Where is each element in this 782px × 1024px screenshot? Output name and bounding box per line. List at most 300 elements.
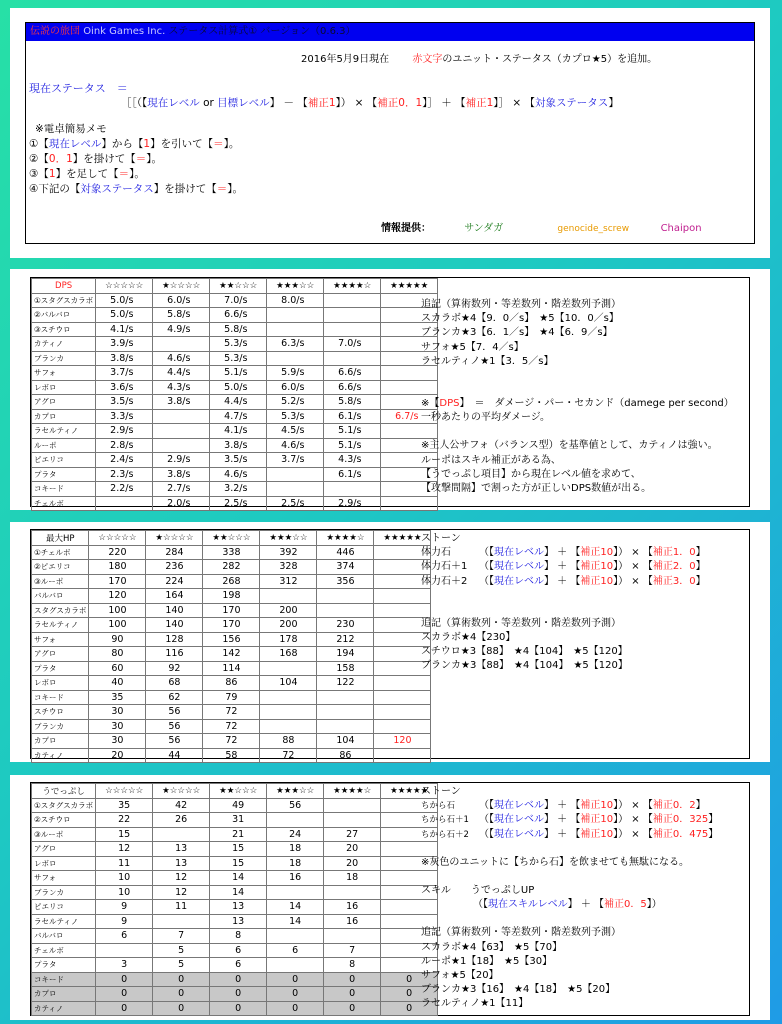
dps-note: 【攻撃間隔】で割った方が正しいDPS数値が出る。	[421, 483, 652, 495]
memo-equals: ＝	[135, 153, 147, 165]
stat-cell	[317, 705, 374, 720]
memo-value: 1	[143, 138, 151, 150]
table-row	[32, 827, 438, 842]
f-part: 】	[708, 828, 719, 840]
stat-cell: 6.1/s	[324, 409, 381, 424]
dps-term: DPS	[439, 398, 460, 410]
hp-note: スチウロ★3【88】 ★4【104】 ★5【120】	[421, 646, 628, 658]
star-rank-header: ★☆☆☆☆	[146, 531, 203, 546]
update-date: 2016年5月9日現在	[301, 54, 390, 65]
stat-cell: 72	[260, 748, 317, 763]
table-row	[32, 748, 431, 763]
f-corr: 補正1．0	[652, 547, 696, 559]
atk-note: スカラボ★4【63】 ★5【70】	[421, 941, 563, 953]
formula-target-level: 目標レベル	[217, 97, 270, 109]
f-part: 】	[695, 561, 706, 573]
stat-cell: 104	[260, 676, 317, 691]
stat-cell: 11	[153, 900, 210, 915]
stat-cell: 14	[267, 914, 324, 929]
stat-cell: 328	[260, 560, 317, 575]
stat-cell: 11	[96, 856, 153, 871]
formula-name: ステータス計算式①	[168, 26, 258, 37]
stat-cell: 0	[267, 1001, 324, 1016]
stat-cell: 56	[146, 705, 203, 720]
stat-cell: 3	[96, 958, 153, 973]
formula-corr1a: 補正1	[307, 97, 336, 109]
stat-cell: 6.3/s	[267, 337, 324, 352]
memo-title: ※電卓簡易メモ	[35, 123, 107, 135]
stat-cell: 0	[96, 972, 153, 987]
stat-cell: 3.8/s	[153, 467, 210, 482]
memo-text: 】。	[129, 168, 145, 180]
table-row	[32, 351, 438, 366]
stat-cell: 5.1/s	[324, 438, 381, 453]
stat-cell: 0	[210, 972, 267, 987]
unit-name: ラセルティノ	[32, 618, 89, 633]
stat-cell: 10	[96, 885, 153, 900]
stat-cell: 79	[203, 690, 260, 705]
star-rank-header: ★★★★☆	[317, 531, 374, 546]
memo-text: 】から【	[101, 138, 144, 150]
memo-value: 0．1	[48, 153, 73, 165]
dps-note: ブランカ★3【6．1／s】 ★4【6．9／s】	[421, 327, 613, 339]
f-part: 】	[708, 814, 719, 826]
stat-cell: 122	[317, 676, 374, 691]
table-row	[32, 395, 438, 410]
table-row	[32, 943, 438, 958]
stat-cell: 9	[96, 900, 153, 915]
stat-cell: 194	[317, 647, 374, 662]
hp-panel	[10, 522, 770, 762]
table-row	[32, 842, 438, 857]
memo-target-status: 対象ステータス	[80, 183, 154, 195]
credit-1: サンダガ	[464, 223, 504, 234]
hp-stone-1	[421, 546, 706, 560]
spacer	[421, 369, 734, 397]
stat-cell: 282	[203, 560, 260, 575]
f-part: 】 ＋ 【	[544, 814, 581, 826]
table-row	[32, 366, 438, 381]
unit-name: サフォ	[32, 871, 96, 886]
unit-name: サフォ	[32, 366, 96, 381]
stat-cell: 13	[210, 914, 267, 929]
stat-cell: 6	[210, 958, 267, 973]
stat-cell: 2.9/s	[324, 496, 381, 511]
formula-expression	[121, 95, 619, 110]
stat-cell: 170	[89, 574, 146, 589]
stat-cell	[153, 409, 210, 424]
f-corr: 補正0．5	[604, 899, 647, 911]
unit-name: バルバロ	[32, 589, 89, 604]
stat-cell: 86	[317, 748, 374, 763]
stat-cell	[96, 496, 153, 511]
stone-name: ちから石＋1	[421, 815, 469, 826]
star-rank-header: ★★★★★	[381, 784, 438, 799]
memo-text: ④下記の【	[29, 183, 81, 195]
table-row	[32, 308, 438, 323]
f-corr: 補正0．325	[652, 814, 709, 826]
table-header-row	[32, 531, 431, 546]
table-row	[32, 856, 438, 871]
hp-sheet	[30, 529, 750, 759]
f-part: （【	[479, 828, 494, 840]
stat-cell: 4.7/s	[210, 409, 267, 424]
table-row	[32, 409, 438, 424]
table-header-row	[32, 279, 438, 294]
unit-name: レボロ	[32, 380, 96, 395]
stat-cell: 22	[96, 813, 153, 828]
stat-cell: 7	[324, 943, 381, 958]
formula-part: 】	[608, 97, 619, 109]
stat-cell: 10	[96, 871, 153, 886]
stat-cell	[260, 661, 317, 676]
memo-text: 】を掛けて【	[72, 153, 136, 165]
table-row	[32, 632, 431, 647]
unit-name: ①チェルボ	[32, 545, 89, 560]
stat-cell: 56	[146, 719, 203, 734]
stat-cell: 200	[260, 618, 317, 633]
stat-cell: 338	[203, 545, 260, 560]
credit-2: genocide_screw	[557, 224, 630, 234]
update-rest: のユニット・ステータス（カプロ★5）を追加。	[442, 54, 658, 65]
stat-cell	[260, 719, 317, 734]
dps-notes	[421, 298, 734, 496]
stat-cell: 374	[317, 560, 374, 575]
f-current-level: 現在レベル	[494, 547, 544, 559]
table-row	[32, 885, 438, 900]
atk-panel	[10, 775, 770, 1020]
table-header-label: うでっぷし	[32, 784, 96, 799]
f-corr10: 補正10	[580, 828, 614, 840]
stat-cell: 8	[210, 929, 267, 944]
table-row	[32, 661, 431, 676]
formula-current-level: 現在レベル	[147, 97, 200, 109]
stat-cell: 356	[317, 574, 374, 589]
stat-cell: 20	[324, 856, 381, 871]
stat-cell: 116	[146, 647, 203, 662]
stat-cell: 72	[203, 719, 260, 734]
dps-definition	[421, 397, 734, 411]
stat-cell	[260, 705, 317, 720]
stat-cell	[317, 719, 374, 734]
stat-cell: 56	[146, 734, 203, 749]
stat-cell: 80	[89, 647, 146, 662]
table-row	[32, 676, 431, 691]
f-corr10: 補正10	[580, 575, 614, 587]
spacer	[421, 589, 706, 617]
stat-cell: 2.0/s	[153, 496, 210, 511]
stat-cell: 0	[96, 1001, 153, 1016]
unit-name: バルバロ	[32, 929, 96, 944]
star-rank-header: ☆☆☆☆☆	[96, 784, 153, 799]
memo-text: 】。	[227, 183, 243, 195]
stat-cell: 156	[203, 632, 260, 647]
atk-note: ラセルティノ★1【11】	[421, 998, 529, 1010]
stat-cell: 114	[203, 661, 260, 676]
atk-stone-3	[421, 828, 718, 842]
unit-name: カプロ	[32, 409, 96, 424]
stat-cell: 2.3/s	[96, 467, 153, 482]
stat-cell: 5.1/s	[210, 366, 267, 381]
stat-cell: 2.9/s	[153, 453, 210, 468]
stat-cell: 5.2/s	[267, 395, 324, 410]
formula-corr1b: 補正1	[465, 97, 494, 109]
hp-table	[31, 530, 431, 763]
table-row	[32, 337, 438, 352]
memo-equals: ＝	[118, 168, 130, 180]
memo-line-3	[29, 167, 243, 182]
stat-cell: 42	[153, 798, 210, 813]
stat-cell: 5.1/s	[324, 424, 381, 439]
stat-cell: 5.3/s	[267, 409, 324, 424]
f-part: （【	[479, 814, 494, 826]
version-label: バージョン（0.6.3）	[260, 26, 356, 37]
star-rank-header: ★★★☆☆	[260, 531, 317, 546]
stat-cell	[267, 308, 324, 323]
f-part: 】	[695, 800, 706, 812]
f-corr10: 補正10	[580, 814, 614, 826]
unit-name: チェルボ	[32, 496, 96, 511]
atk-stone-2	[421, 813, 718, 827]
dps-note: ※主人公サフォ（バランス型）を基準値として、カティノは強い。	[421, 440, 718, 452]
atk-skill-label: スキル うでっぷしUP	[421, 885, 535, 897]
stat-cell: 58	[203, 748, 260, 763]
memo-text: ③【	[29, 168, 49, 180]
dps-note: ラセルティノ★1【3．5／s】	[421, 355, 554, 367]
unit-name: カプロ	[32, 734, 89, 749]
stat-cell: 3.5/s	[210, 453, 267, 468]
stat-cell: 3.3/s	[96, 409, 153, 424]
atk-skill-formula	[421, 898, 718, 912]
table-row	[32, 496, 438, 511]
table-row	[32, 589, 431, 604]
dps-note: ※【	[421, 398, 440, 410]
stat-cell: 2.8/s	[96, 438, 153, 453]
hp-note: 追記（算術数列・等差数列・階差数列予測）	[421, 617, 621, 629]
stat-cell: 4.6/s	[267, 438, 324, 453]
stat-cell: 5.9/s	[267, 366, 324, 381]
dps-note: ルーポはスキル補正がある為、	[421, 454, 561, 466]
stat-cell: 230	[317, 618, 374, 633]
stat-cell: 3.7/s	[96, 366, 153, 381]
unit-name: ルーポ	[32, 438, 96, 453]
stat-cell: 0	[267, 987, 324, 1002]
stat-cell: 44	[146, 748, 203, 763]
stat-cell: 8	[324, 958, 381, 973]
stat-cell: 18	[267, 856, 324, 871]
table-row	[32, 424, 438, 439]
stat-cell: 120	[89, 589, 146, 604]
credits	[381, 219, 702, 234]
stat-cell: 3.2/s	[210, 482, 267, 497]
stat-cell: 4.6/s	[210, 467, 267, 482]
calculator-memo	[29, 122, 243, 197]
stat-cell: 12	[153, 885, 210, 900]
stat-cell: 284	[146, 545, 203, 560]
stat-cell: 16	[324, 900, 381, 915]
unit-name: ③ルーポ	[32, 574, 89, 589]
stat-cell: 21	[210, 827, 267, 842]
table-row	[32, 914, 438, 929]
stat-cell: 4.4/s	[210, 395, 267, 410]
memo-value: 1	[48, 168, 56, 180]
unit-name: チェルボ	[32, 943, 96, 958]
stat-cell	[324, 351, 381, 366]
f-corr10: 補正10	[580, 547, 614, 559]
atk-note: ブランカ★3【16】 ★4【18】 ★5【20】	[421, 984, 616, 996]
stat-cell: 4.3/s	[324, 453, 381, 468]
stat-cell: 8.0/s	[267, 293, 324, 308]
credits-label: 情報提供：	[381, 223, 431, 234]
stat-cell: 12	[96, 842, 153, 857]
f-corr10: 補正10	[580, 561, 614, 573]
stone-name: ちから石＋2	[421, 829, 469, 840]
memo-line-2	[29, 152, 243, 167]
stat-cell	[153, 914, 210, 929]
stat-cell: 220	[89, 545, 146, 560]
stat-cell: 5.3/s	[210, 351, 267, 366]
stat-cell: 198	[203, 589, 260, 604]
stat-cell: 0	[381, 1001, 438, 1016]
stat-cell: 120	[374, 734, 431, 749]
stat-cell	[96, 943, 153, 958]
unit-name: ブランカ	[32, 885, 96, 900]
table-row	[32, 293, 438, 308]
stat-cell: 5	[153, 958, 210, 973]
memo-line-1	[29, 137, 243, 152]
stat-cell: 4.5/s	[267, 424, 324, 439]
f-part: 】） × 【	[613, 547, 653, 559]
f-part: 】 ＋ 【	[544, 561, 581, 573]
atk-gray-note: ※灰色のユニットに【ちから石】を飲ませても無駄になる。	[421, 856, 689, 868]
stone-name: ちから石	[421, 801, 456, 812]
unit-name: ①スタグスカラボ	[32, 293, 96, 308]
hp-stone-2	[421, 560, 706, 574]
f-part: 】 ＋ 【	[567, 899, 605, 911]
table-row	[32, 467, 438, 482]
table-row	[32, 929, 438, 944]
f-part: （【	[473, 899, 488, 911]
atk-notes	[421, 785, 718, 1012]
company-name: Oink Games Inc.	[83, 26, 166, 37]
stat-cell: 90	[89, 632, 146, 647]
stat-cell: 4.1/s	[210, 424, 267, 439]
stat-cell: 2.2/s	[96, 482, 153, 497]
unit-name: ②スチウロ	[32, 813, 96, 828]
stat-cell	[267, 482, 324, 497]
unit-name: ③ルーポ	[32, 827, 96, 842]
stat-cell: 104	[317, 734, 374, 749]
memo-text: 】。	[223, 138, 240, 150]
stat-cell	[260, 589, 317, 604]
unit-name: ①スタグスカラボ	[32, 798, 96, 813]
stat-cell: 2.5/s	[210, 496, 267, 511]
stat-cell: 86	[203, 676, 260, 691]
table-row	[32, 1001, 438, 1016]
formula-box	[25, 22, 755, 244]
stat-cell: 35	[89, 690, 146, 705]
star-rank-header: ★☆☆☆☆	[153, 279, 210, 294]
atk-note: ルーポ★1【18】 ★5【30】	[421, 955, 553, 967]
star-rank-header: ☆☆☆☆☆	[89, 531, 146, 546]
table-row	[32, 574, 431, 589]
stat-cell: 7.0/s	[324, 337, 381, 352]
f-current-level: 現在レベル	[494, 828, 544, 840]
stat-cell: 3.8/s	[153, 395, 210, 410]
star-rank-header: ★★★★☆	[324, 279, 381, 294]
f-part: （【	[479, 800, 494, 812]
f-part: 】） × 【	[613, 814, 653, 826]
spacer	[421, 842, 718, 856]
stat-cell: 0	[210, 987, 267, 1002]
stat-cell: 4.6/s	[153, 351, 210, 366]
atk-stone-title: ストーン	[421, 786, 461, 797]
formula-target-status: 対象ステータス	[535, 97, 609, 109]
game-title: 伝説の旅団	[30, 26, 80, 37]
stat-cell: 170	[203, 603, 260, 618]
table-row	[32, 453, 438, 468]
table-row	[32, 719, 431, 734]
stat-cell: 13	[153, 842, 210, 857]
stat-cell: 6.6/s	[324, 380, 381, 395]
stat-cell: 6.1/s	[324, 467, 381, 482]
stat-cell: 3.6/s	[96, 380, 153, 395]
stone-name: 体力石	[421, 547, 451, 559]
stat-cell	[324, 798, 381, 813]
star-rank-header: ★★★☆☆	[267, 279, 324, 294]
stat-cell: 60	[89, 661, 146, 676]
unit-name: アグロ	[32, 842, 96, 857]
table-row	[32, 560, 431, 575]
stat-cell: 62	[146, 690, 203, 705]
stat-cell: 5.0/s	[96, 293, 153, 308]
f-part: 】）	[646, 899, 662, 911]
f-current-level: 現在レベル	[494, 814, 544, 826]
stat-cell	[153, 827, 210, 842]
stat-cell: 5.8/s	[153, 308, 210, 323]
table-row	[32, 705, 431, 720]
stat-cell	[317, 603, 374, 618]
memo-current-level: 現在レベル	[48, 138, 102, 150]
formula-part: 】） × 【	[335, 97, 378, 109]
table-row	[32, 603, 431, 618]
stat-cell: 3.9/s	[96, 337, 153, 352]
f-corr: 補正2．0	[652, 561, 696, 573]
memo-equals: ＝	[213, 138, 224, 150]
stat-cell	[267, 929, 324, 944]
stat-cell	[267, 958, 324, 973]
stat-cell: 40	[89, 676, 146, 691]
table-header-label: DPS	[32, 279, 96, 294]
atk-sheet	[30, 782, 750, 1016]
stat-cell: 0	[324, 987, 381, 1002]
stat-cell: 3.5/s	[96, 395, 153, 410]
stat-cell: 20	[89, 748, 146, 763]
unit-name: レボロ	[32, 676, 89, 691]
atk-note: サフォ★5【20】	[421, 970, 499, 982]
unit-name: ラセルティノ	[32, 424, 96, 439]
star-rank-header: ★★★★★	[381, 279, 438, 294]
unit-name: ピエリコ	[32, 900, 96, 915]
table-row	[32, 690, 431, 705]
stat-cell: 3.8/s	[96, 351, 153, 366]
unit-name: プラタ	[32, 958, 96, 973]
star-rank-header: ☆☆☆☆☆	[96, 279, 153, 294]
stat-cell	[267, 885, 324, 900]
stat-cell: 26	[153, 813, 210, 828]
table-row	[32, 545, 431, 560]
stat-cell: 6	[96, 929, 153, 944]
